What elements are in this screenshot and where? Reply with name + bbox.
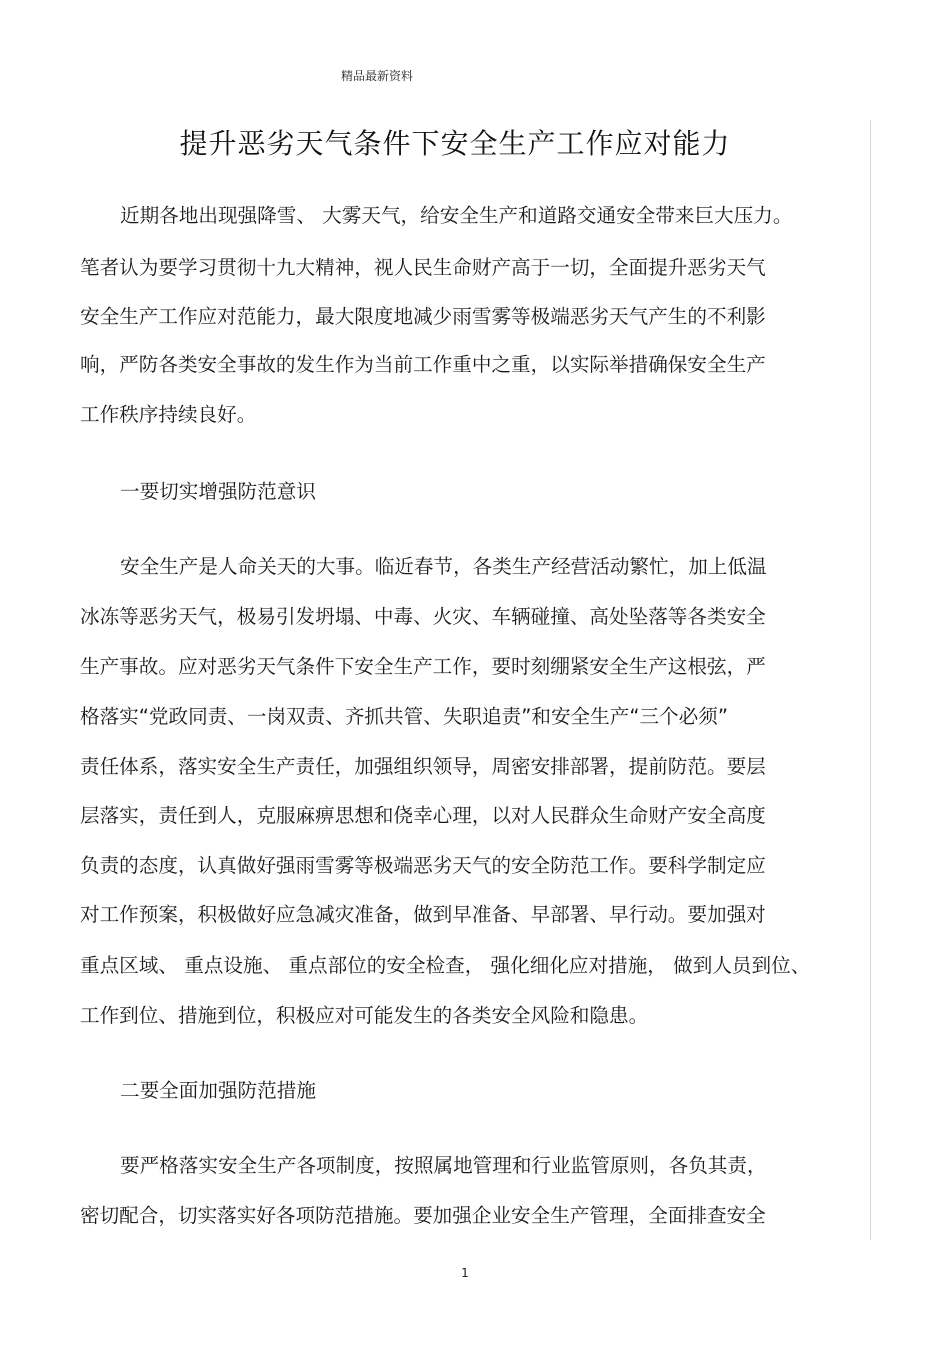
paragraph-line: 生产事故。应对恶劣天气条件下安全生产工作，要时刻绷紧安全生产这根弦，严 (80, 655, 766, 678)
paragraph-line: 负责的态度，认真做好强雨雪雾等极端恶劣天气的安全防范工作。要科学制定应 (80, 854, 766, 877)
paragraph-line: 安全生产工作应对范能力，最大限度地减少雨雪雾等极端恶劣天气产生的不利影 (80, 305, 766, 328)
document-title: 提升恶劣天气条件下安全生产工作应对能力 (179, 127, 731, 160)
page-number: 1 (461, 1266, 469, 1280)
paragraph-line: 冰冻等恶劣天气，极易引发坍塌、中毒、火灾、车辆碰撞、高处坠落等各类安全 (80, 605, 766, 628)
paragraph-line: 安全生产是人命关天的大事。临近春节，各类生产经营活动繁忙，加上低温 (120, 555, 767, 578)
paragraph-line: 近期各地出现强降雪、 大雾天气，给安全生产和道路交通安全带来巨大压力。 (120, 204, 793, 227)
paragraph-line: 工作秩序持续良好。 (80, 403, 257, 426)
paragraph-line: 笔者认为要学习贯彻十九大精神，视人民生命财产高于一切，全面提升恶劣天气 (80, 256, 766, 279)
paragraph-line: 对工作预案，积极做好应急减灾准备，做到早准备、早部署、早行动。要加强对 (80, 903, 766, 926)
paragraph-line: 工作到位、措施到位，积极应对可能发生的各类安全风险和隐患。 (80, 1004, 649, 1027)
paragraph-line: 密切配合，切实落实好各项防范措施。要加强企业安全生产管理，全面排查安全 (80, 1204, 766, 1227)
paragraph-line: 责任体系，落实安全生产责任，加强组织领导，周密安排部署，提前防范。要层 (80, 755, 766, 778)
paragraph-line: 响，严防各类安全事故的发生作为当前工作重中之重，以实际举措确保安全生产 (80, 353, 766, 376)
page-edge-rule (870, 120, 871, 1240)
paragraph-line: 格落实“党政同责、一岗双责、齐抓共管、失职追责”和安全生产“三个必须” (80, 705, 729, 728)
paragraph-line: 重点区域、 重点设施、 重点部位的安全检查， 强化细化应对措施， 做到人员到位、 (80, 954, 811, 977)
paragraph-line: 层落实，责任到人，克服麻痹思想和侥幸心理，以对人民群众生命财产安全高度 (80, 804, 766, 827)
section-heading: 一要切实增强防范意识 (120, 480, 316, 503)
paragraph-line: 要严格落实安全生产各项制度，按照属地管理和行业监管原则，各负其责， (120, 1154, 767, 1177)
section-heading: 二要全面加强防范措施 (120, 1079, 316, 1102)
header-note: 精品最新资料 (341, 69, 414, 83)
